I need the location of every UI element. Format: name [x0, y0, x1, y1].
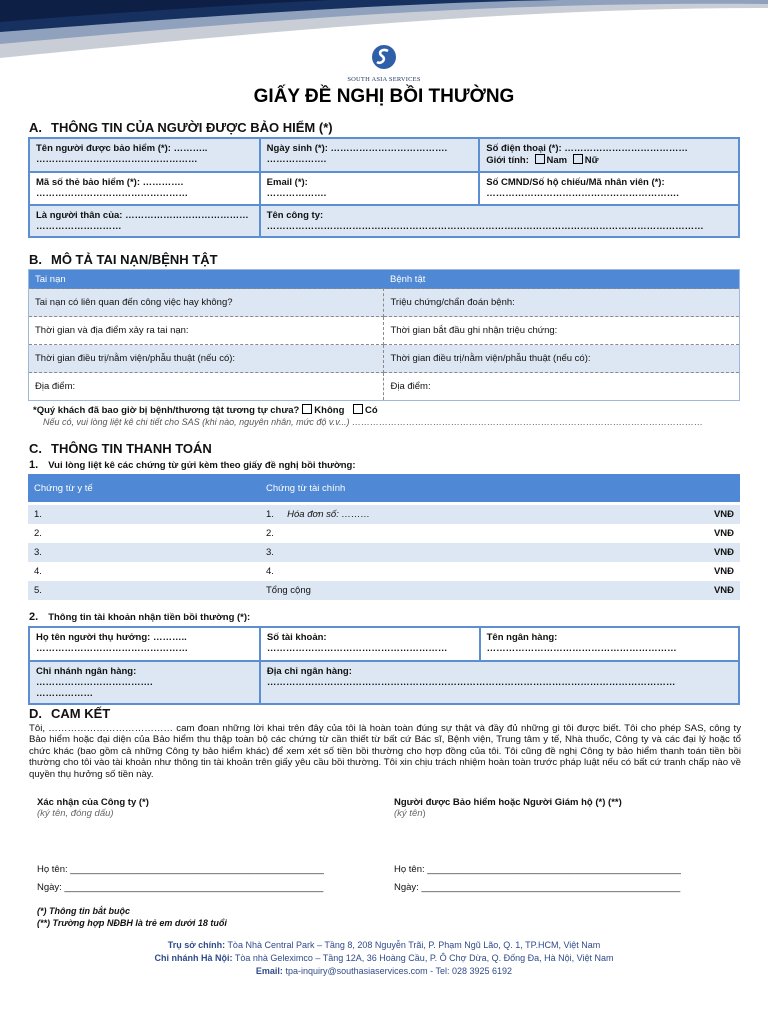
dob-field[interactable]: Ngày sinh (*): ………………………………. ……………….	[260, 138, 480, 172]
financial-docs-header: Chứng từ tài chính	[260, 474, 740, 502]
accident-work-related-field[interactable]: Tai nạn có liên quan đến công việc hay không?	[29, 289, 384, 317]
medical-doc-4[interactable]: 4.	[34, 566, 42, 577]
footnote-required: (*) Thông tin bắt buộc	[37, 906, 130, 916]
company-confirmation-sub: (ký tên, đóng dấu)	[37, 808, 114, 819]
company-confirmation-block	[37, 797, 149, 819]
company-confirmation-title: Xác nhận của Công ty (*)	[37, 797, 149, 808]
email-field[interactable]: Email (*): ……………….	[260, 172, 480, 205]
insured-signature-title: Người được Bảo hiểm hoặc Người Giám hộ (*) (**)	[394, 797, 622, 808]
bank-name-field[interactable]: Tên ngân hàng: ……………………………………………………	[480, 627, 739, 661]
medical-doc-5[interactable]: 5.	[28, 581, 260, 600]
accident-column-header: Tai nạn	[29, 270, 384, 289]
accident-time-place-field[interactable]: Thời gian và địa điểm xảy ra tai nạn:	[29, 317, 384, 345]
section-c-title: THÔNG TIN THANH TOÁN	[51, 441, 212, 456]
section-b-heading	[29, 252, 218, 267]
id-number-field[interactable]: Số CMND/Số hộ chiếu/Mã nhân viên (*): …………………………………………………….	[479, 172, 739, 205]
section-a-letter: A.	[29, 120, 42, 135]
prior-no-checkbox[interactable]	[302, 404, 312, 414]
symptoms-diagnosis-field[interactable]: Triệu chứng/chẩn đoán bệnh:	[384, 289, 740, 317]
section-b-title: MÔ TẢ TAI NẠN/BỆNH TẬT	[51, 252, 218, 267]
insured-signature-block	[394, 797, 622, 819]
prior-illness-question: *Quý khách đã bao giờ bị bệnh/thương tật tương tự chưa? Không Có	[33, 405, 378, 416]
medical-doc-2[interactable]: 2.	[34, 528, 42, 539]
relative-of-field[interactable]: Là người thân của: ………………………………… ………………………	[29, 205, 260, 237]
documents-instruction: 1. Vui lòng liệt kê các chứng từ gửi kèm theo giấy đề nghị bồi thường:	[29, 459, 356, 471]
logo-emblem	[371, 44, 397, 70]
financial-doc-1[interactable]: 1. Hóa đơn số: ……… VNĐ	[260, 505, 740, 524]
bank-account-table	[28, 626, 740, 705]
symptom-onset-field[interactable]: Thời gian bắt đầu ghi nhận triệu chứng:	[384, 317, 740, 345]
commitment-text: Tôi, ………………………………… cam đoan những lời khai trên đây của tôi là hoàn toàn đúng sự thật và đầy đủ những gì tôi được biết. Tôi cho phép SAS, công ty Bảo hiểm hoặc đại diện của Bảo hiểm thu thập toàn bộ các chứng từ cần thiết từ bất cứ Bác sĩ, Bệnh viện, Trung tâm y tế, Nhà thuốc, Công ty và các đại lý hoặc tổ chức khác (bao gồm cả những Công ty bảo hiểm khác) để xem xét số tiền bồi thường cho hợp đồng của tôi. Tôi cũng đề nghị Công ty bảo hiểm thanh toán tiền bồi thường cho tôi vào tài khoản như thông tin tài khoản trên giấy yêu cầu bồi thường. Tôi xin chịu trách nhiệm hoàn toàn trước pháp luật nếu có bất cứ tranh chấp nào về quyền thụ hưởng số tiền này.	[29, 723, 741, 780]
medical-doc-3[interactable]: 3.	[28, 543, 260, 562]
footer-contact: Email: tpa-inquiry@southasiaservices.com - Tel: 028 3925 6192	[255, 966, 513, 976]
account-number-field[interactable]: Số tài khoản: …………………………………………………	[260, 627, 480, 661]
prior-illness-note: Nếu có, vui lòng liệt kê chi tiết cho SAS (khi nào, nguyên nhân, mức độ v.v...) ………………………………………………………………………………………………………	[43, 417, 704, 427]
illness-location-field[interactable]: Địa điểm:	[384, 373, 740, 401]
financial-doc-2[interactable]: 2. VNĐ	[266, 528, 734, 539]
section-d-title: CAM KẾT	[51, 706, 111, 721]
section-c-heading	[29, 441, 212, 456]
company-name-field[interactable]: Tên công ty: …………………………………………………………………………………………………………………………	[260, 205, 739, 237]
financial-doc-3[interactable]: 3. VNĐ	[260, 543, 740, 562]
company-logo	[345, 44, 423, 83]
company-date-line[interactable]: Ngày: _________________________________________________	[37, 882, 324, 893]
insured-name-field[interactable]: Tên người được bảo hiểm (*): ……….. ……………………………………………	[29, 138, 260, 172]
footnote-minor: (**) Trường hợp NĐBH là trẻ em dưới 18 tuổi	[37, 918, 227, 928]
bank-account-instruction: 2. Thông tin tài khoản nhận tiền bồi thường (*):	[29, 611, 251, 623]
prior-yes-checkbox[interactable]	[353, 404, 363, 414]
medical-docs-header: Chứng từ y tế	[28, 474, 260, 502]
insured-info-table	[28, 137, 740, 238]
gender-nam-checkbox[interactable]	[535, 154, 545, 164]
illness-treatment-time-field[interactable]: Thời gian điều trị/nằm viện/phẫu thuật (nếu có):	[384, 345, 740, 373]
bank-branch-field[interactable]: Chi nhánh ngân hàng: ………………………………. ………………	[29, 661, 260, 704]
accident-treatment-time-field[interactable]: Thời gian điều trị/nằm viện/phẫu thuật (nếu có):	[29, 345, 384, 373]
footer-hanoi-branch: Chi nhánh Hà Nội: Tòa nhà Gelexim​co – Tầng 12A, 36 Hoàng Cầu, P. Ô Chợ Dừa, Q. Đống Đa, Hà Nội, Việt Nam	[154, 953, 614, 963]
illness-column-header: Bệnh tật	[384, 270, 740, 289]
section-a-heading	[29, 120, 333, 135]
bank-address-field[interactable]: Địa chỉ ngân hàng: …………………………………………………………………………………………………………………	[260, 661, 739, 704]
medical-doc-1[interactable]: 1.	[28, 505, 260, 524]
accident-location-field[interactable]: Địa điểm:	[29, 373, 384, 401]
section-d-heading	[29, 706, 110, 721]
accident-illness-table	[28, 269, 740, 401]
insured-date-line[interactable]: Ngày: _________________________________________________	[394, 882, 681, 893]
documents-table	[28, 474, 740, 600]
insured-name-line[interactable]: Họ tên: ________________________________________________	[394, 864, 681, 875]
logo-text: SOUTH ASIA SERVICES	[347, 76, 421, 83]
company-name-line[interactable]: Họ tên: ________________________________________________	[37, 864, 324, 875]
insurance-card-field[interactable]: Mã số thẻ bảo hiểm (*): …………. …………………………………………	[29, 172, 260, 205]
section-a-title: THÔNG TIN CỦA NGƯỜI ĐƯỢC BẢO HIỂM (*)	[51, 120, 333, 135]
beneficiary-name-field[interactable]: Họ tên người thụ hưởng: ……….. …………………………………………	[29, 627, 260, 661]
document-title: GIẤY ĐỀ NGHỊ BỒI THƯỜNG	[253, 86, 515, 107]
section-b-letter: B.	[29, 252, 42, 267]
gender-nu-checkbox[interactable]	[573, 154, 583, 164]
financial-doc-4[interactable]: 4. VNĐ	[266, 566, 734, 577]
phone-gender-field[interactable]: Số điện thoại (*): ………………………………… Giới tính: Nam Nữ	[479, 138, 739, 172]
financial-total[interactable]: Tổng cộng VNĐ	[260, 581, 740, 600]
section-d-letter: D.	[29, 706, 42, 721]
section-c-letter: C.	[29, 441, 42, 456]
footer-hq: Trụ sở chính: Tòa Nhà Central Park – Tầng 8, 208 Nguyễn Trãi, P. Phạm Ngũ Lão, Q. 1, TP.HCM, Việt Nam	[167, 940, 601, 950]
insured-signature-sub: (ký tên)	[394, 808, 426, 819]
